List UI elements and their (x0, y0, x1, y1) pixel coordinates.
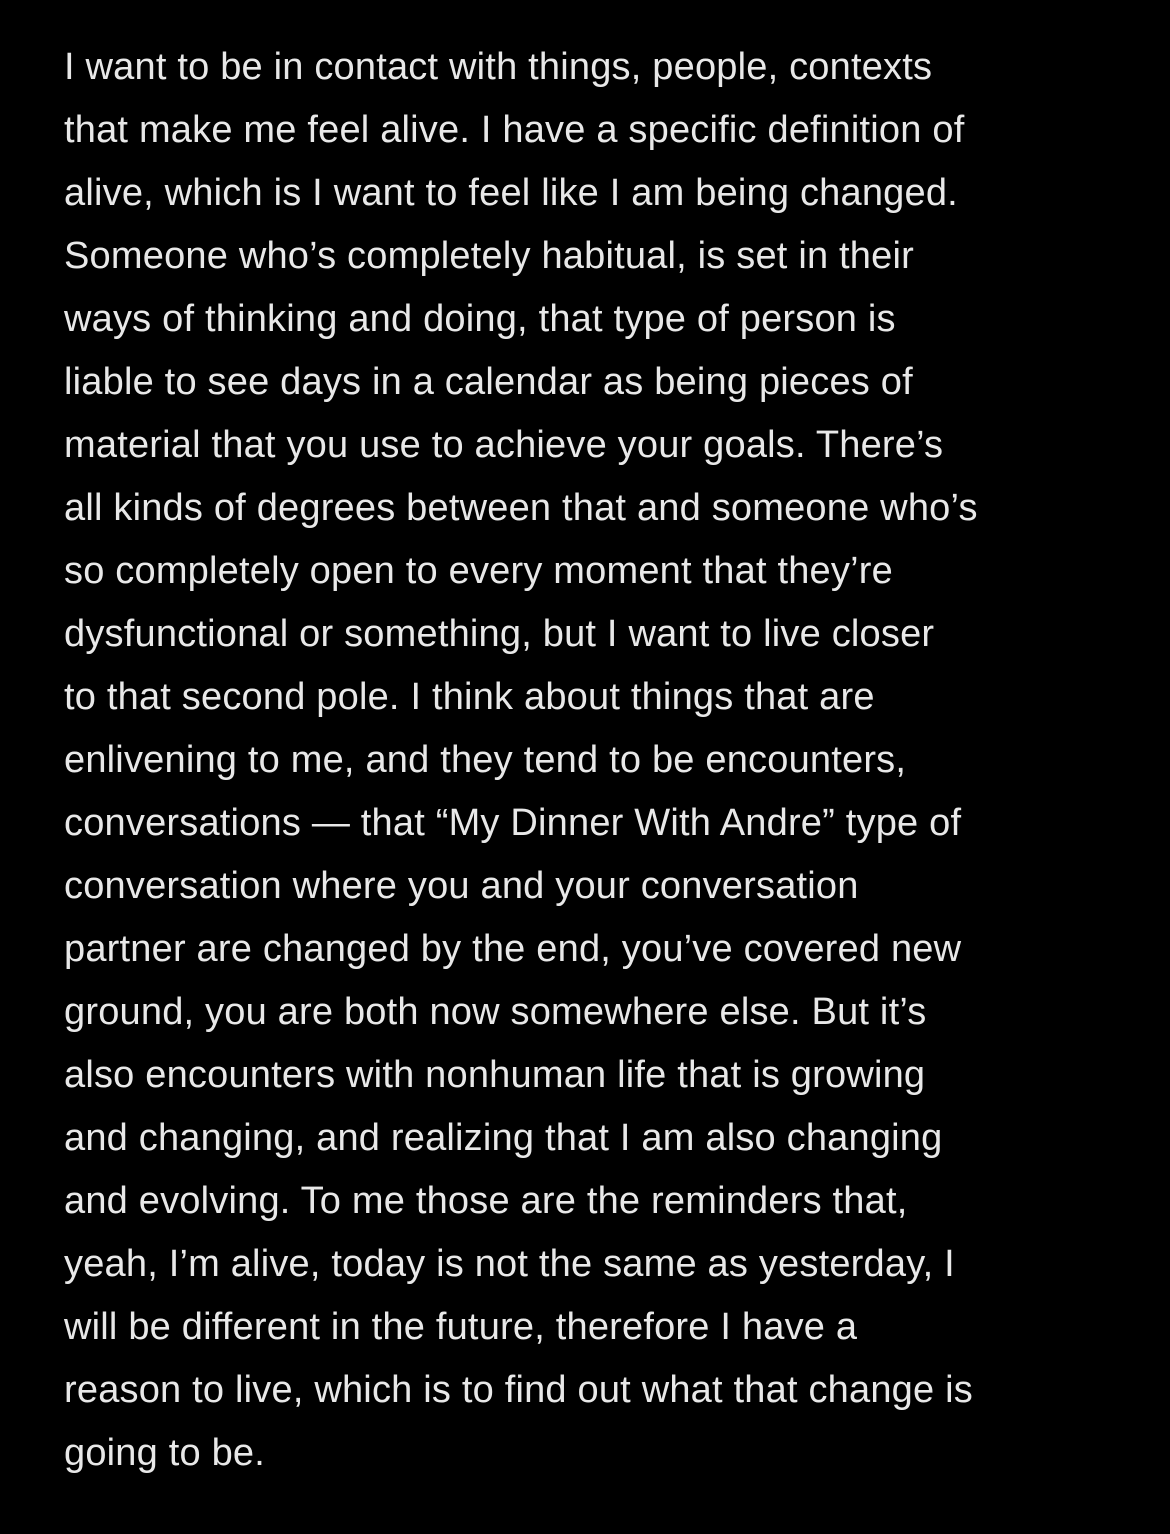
note-line: also encounters with nonhuman life that is growing (64, 1054, 926, 1096)
note-body (64, 36, 1154, 1485)
note-line: going to be. (64, 1432, 266, 1474)
note-line: liable to see days in a calendar as being pieces of (64, 361, 913, 403)
note-line: reason to live, which is to find out what that change is (64, 1369, 973, 1411)
note-line: conversation where you and your conversation (64, 865, 859, 907)
note-line: yeah, I’m alive, today is not the same as yesterday, I (64, 1243, 955, 1285)
note-line: and evolving. To me those are the reminders that, (64, 1180, 908, 1222)
note-line: and changing, and realizing that I am also changing (64, 1117, 943, 1159)
note-line: dysfunctional or something, but I want to live closer (64, 613, 935, 655)
note-line: alive, which is I want to feel like I am being changed. (64, 172, 958, 214)
note-line: material that you use to achieve your goals. There’s (64, 424, 944, 466)
note-line: all kinds of degrees between that and someone who’s (64, 487, 978, 529)
note-line: I want to be in contact with things, people, contexts (64, 46, 933, 88)
note-line: so completely open to every moment that they’re (64, 550, 893, 592)
note-line: that make me feel alive. I have a specific definition of (64, 109, 965, 151)
note-line: Someone who’s completely habitual, is set in their (64, 235, 914, 277)
note-line: to that second pole. I think about things that are (64, 676, 875, 718)
note-line: enlivening to me, and they tend to be encounters, (64, 739, 907, 781)
note-line: will be different in the future, therefore I have a (64, 1306, 858, 1348)
note-line: partner are changed by the end, you’ve covered new (64, 928, 962, 970)
note-line: ground, you are both now somewhere else. But it’s (64, 991, 927, 1033)
note-line: conversations — that “My Dinner With Andre” type of (64, 802, 962, 844)
note-line: ways of thinking and doing, that type of person is (64, 298, 896, 340)
